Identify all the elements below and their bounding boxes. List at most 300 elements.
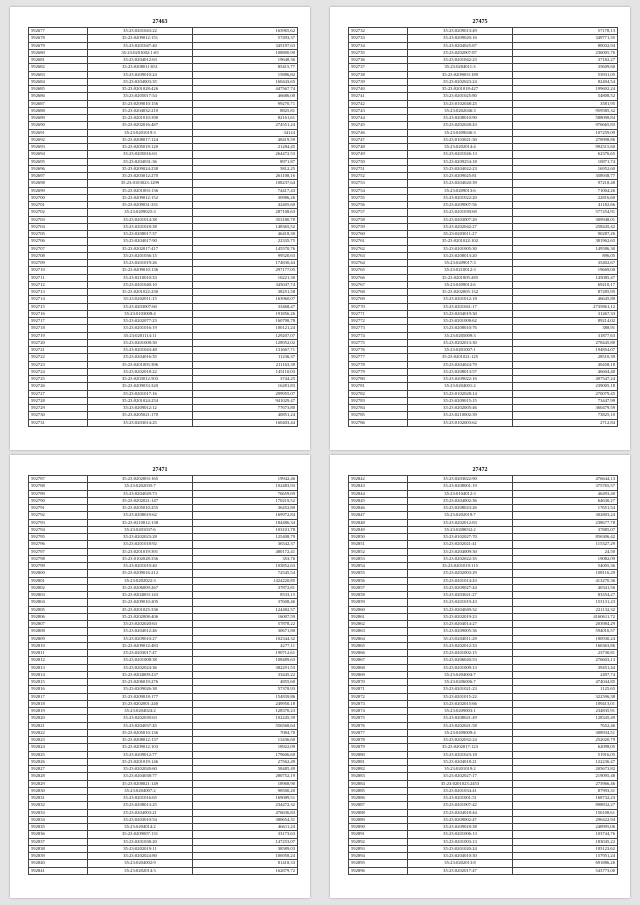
row-number-cell: 592810	[29, 642, 88, 649]
value-cell: 360479,59	[513, 405, 618, 412]
table-row	[349, 809, 618, 816]
table-row	[29, 657, 298, 664]
value-cell: 358938,77	[513, 173, 618, 180]
table-row	[29, 42, 298, 49]
row-number-cell: 592813	[29, 664, 88, 671]
cadastral-number-cell: 35:23:0210002:39	[408, 412, 513, 419]
value-cell: 19648,36	[193, 57, 298, 64]
table-row	[349, 325, 618, 332]
table-row	[29, 642, 298, 649]
row-number-cell: 592716	[29, 310, 88, 317]
table-row	[349, 390, 618, 397]
cadastral-number-cell: 35:23:0209003:1	[408, 708, 513, 715]
cadastral-number-cell: 35:23:0204037:45	[88, 722, 193, 729]
value-cell: 302803,24	[513, 512, 618, 519]
table-row	[349, 824, 618, 831]
value-cell: 102245,39	[193, 715, 298, 722]
row-number-cell: 592754	[349, 187, 408, 194]
row-number-cell: 592789	[29, 490, 88, 497]
table-row	[29, 383, 298, 390]
cadastral-number-cell: 35:23:0201003:13	[408, 838, 513, 845]
row-number-cell: 592856	[349, 577, 408, 584]
cadastral-number-cell: 35:23:0201018:38	[88, 223, 193, 230]
table-row	[29, 708, 298, 715]
row-number-cell: 592871	[349, 686, 408, 693]
row-number-cell: 592739	[349, 78, 408, 85]
row-number-cell: 592797	[29, 548, 88, 555]
row-number-cell: 592692	[29, 136, 88, 143]
value-cell: 219095,48	[513, 773, 618, 780]
cadastral-number-cell: 35:23:0209005:36	[408, 628, 513, 635]
table-row	[29, 773, 298, 780]
cadastral-number-cell: 35:23:0204014:27	[408, 621, 513, 628]
value-cell: 31877,63	[513, 332, 618, 339]
value-cell: 33468,47	[193, 303, 298, 310]
value-cell: 40341,56	[513, 584, 618, 591]
row-number-cell: 592883	[349, 773, 408, 780]
value-cell: 40458,18	[513, 361, 618, 368]
row-number-cell: 592848	[349, 519, 408, 526]
value-cell: 239005,18	[513, 383, 618, 390]
cadastral-number-cell: 35:23:0206009:267	[88, 584, 193, 591]
value-cell: 54005,36	[513, 563, 618, 570]
table-row	[29, 71, 298, 78]
row-number-cell: 592828	[29, 773, 88, 780]
cadastral-number-cell: 35:23:0201022:20	[408, 194, 513, 201]
value-cell: 249950,18	[193, 700, 298, 707]
data-table	[348, 475, 618, 875]
cadastral-number-cell: 35:23:0204022:23	[408, 165, 513, 172]
table-row	[29, 541, 298, 548]
cadastral-number-cell: 35:23:0203021:27	[408, 592, 513, 599]
value-cell: 2735861,12	[513, 303, 618, 310]
cadastral-number-cell: 35:23:0209010:24	[88, 71, 193, 78]
table-row	[349, 310, 618, 317]
table-row	[349, 483, 618, 490]
table-row	[349, 867, 618, 874]
cadastral-number-cell: 35:23:0202011:15	[88, 296, 193, 303]
row-number-cell: 592821	[29, 722, 88, 729]
cadastral-number-cell: 35:23:0208010:76	[408, 325, 513, 332]
value-cell: 73447,99	[513, 397, 618, 404]
value-cell: 941029,47	[193, 397, 298, 404]
value-cell: 37608,46	[193, 599, 298, 606]
table-row	[29, 860, 298, 867]
cadastral-number-cell: 35:23:0204019:30	[408, 310, 513, 317]
table-row	[349, 577, 618, 584]
table-row	[349, 787, 618, 794]
row-number-cell: 592866	[349, 650, 408, 657]
value-cell: 992515,60	[513, 144, 618, 151]
value-cell: 108489,63	[193, 657, 298, 664]
row-number-cell: 592851	[349, 541, 408, 548]
table-row	[29, 664, 298, 671]
row-number-cell: 592867	[349, 657, 408, 664]
cadastral-number-cell: 35:23:0208021:149	[88, 780, 193, 787]
row-number-cell: 592854	[349, 563, 408, 570]
table-row	[29, 347, 298, 354]
table-row	[29, 592, 298, 599]
value-cell: 238677,78	[513, 519, 618, 526]
value-cell: 276603,13	[513, 657, 618, 664]
cadastral-number-cell: 35:23:0201018:427	[408, 86, 513, 93]
row-number-cell: 592702	[29, 209, 88, 216]
table-row	[349, 635, 618, 642]
row-number-cell: 592807	[29, 621, 88, 628]
cadastral-number-cell: 35:23:0202014:4	[408, 144, 513, 151]
cadastral-number-cell: 35:23:0204004:7	[408, 671, 513, 678]
cadastral-number-cell: 35:23:0209007:131	[88, 831, 193, 838]
value-cell: 125408,79	[193, 534, 298, 541]
table-row	[349, 555, 618, 562]
row-number-cell: 592830	[29, 787, 88, 794]
value-cell: 7084,70	[193, 729, 298, 736]
cadastral-number-cell: 35:23:0201023:18	[408, 751, 513, 758]
row-number-cell: 592694	[29, 151, 88, 158]
table-row	[29, 252, 298, 259]
row-number-cell: 592847	[349, 512, 408, 519]
cadastral-number-cell: 35:23:0205009:3	[408, 332, 513, 339]
table-row	[349, 202, 618, 209]
cadastral-number-cell: 35:23:0202027:17	[408, 773, 513, 780]
value-cell: 23730,81	[513, 650, 618, 657]
cadastral-number-cell: 35:23:0202024:36	[88, 664, 193, 671]
value-cell: 38589,03	[193, 845, 298, 852]
value-cell: 19942,46	[193, 476, 298, 483]
row-number-cell: 592822	[29, 729, 88, 736]
cadastral-number-cell: 35:23:0202017:47	[408, 867, 513, 874]
value-cell: 48419,59	[193, 136, 298, 143]
value-cell: 24,50	[513, 548, 618, 555]
value-cell: 16952,60	[513, 165, 618, 172]
row-number-cell: 592718	[29, 325, 88, 332]
value-cell: 194854,07	[513, 347, 618, 354]
row-number-cell: 592706	[29, 238, 88, 245]
row-number-cell: 592765	[349, 267, 408, 274]
value-cell: 157951,24	[513, 853, 618, 860]
table-row	[29, 483, 298, 490]
row-number-cell: 592759	[349, 223, 408, 230]
row-number-cell: 592775	[349, 339, 408, 346]
table-row	[349, 686, 618, 693]
cadastral-number-cell: 35:23:0210010:33	[88, 274, 193, 281]
row-number-cell: 592868	[349, 664, 408, 671]
row-number-cell: 592800	[29, 570, 88, 577]
value-cell: 51916,05	[513, 751, 618, 758]
table-row	[349, 476, 618, 483]
value-cell: 976665,83	[513, 122, 618, 129]
value-cell: 588098,84	[513, 115, 618, 122]
table-row	[349, 361, 618, 368]
cadastral-number-cell: 35:23:0102028:14	[408, 390, 513, 397]
table-row	[349, 187, 618, 194]
cadastral-number-cell: 35:23:0103008:4	[88, 310, 193, 317]
value-cell: 128345,49	[513, 715, 618, 722]
cadastral-number-cell: 35:23:0208013:20	[408, 252, 513, 259]
row-number-cell: 592729	[29, 405, 88, 412]
data-table	[28, 475, 298, 875]
cadastral-number-cell: 35:23:0204009:30	[408, 548, 513, 555]
value-cell: 39451,44	[513, 664, 618, 671]
value-cell: 4160611,72	[513, 613, 618, 620]
row-number-cell: 592762	[349, 245, 408, 252]
value-cell: 97218,48	[513, 180, 618, 187]
row-number-cell: 592836	[29, 831, 88, 838]
table-row	[29, 570, 298, 577]
table-row	[349, 497, 618, 504]
row-number-cell: 592711	[29, 274, 88, 281]
table-row	[29, 289, 298, 296]
value-cell: 16281,83	[193, 383, 298, 390]
value-cell: 57178,13	[513, 28, 618, 35]
row-number-cell: 592858	[349, 592, 408, 599]
cadastral-number-cell: 35:23:0103021:30	[408, 136, 513, 143]
cadastral-number-cell: 35:23:0202023:24	[408, 78, 513, 85]
cadastral-number-cell: 35:23:0205017:54	[88, 93, 193, 100]
cadastral-number-cell: 35:23:0203007:20	[408, 216, 513, 223]
table-row	[349, 795, 618, 802]
table-row	[349, 260, 618, 267]
table-row	[29, 238, 298, 245]
table-row	[349, 93, 618, 100]
cadastral-number-cell: 35:23:0206019:276	[88, 679, 193, 686]
value-cell: 82161,61	[193, 115, 298, 122]
table-row	[29, 35, 298, 42]
row-number-cell: 592877	[349, 729, 408, 736]
table-row	[349, 35, 618, 42]
value-cell: 103744,76	[513, 831, 618, 838]
value-cell: 129207,07	[193, 332, 298, 339]
cadastral-number-cell: 35:23:0202003:165	[88, 476, 193, 483]
row-number-cell: 592709	[29, 260, 88, 267]
value-cell: 594016,57	[513, 628, 618, 635]
row-number-cell: 592731	[29, 419, 88, 426]
table-row	[349, 584, 618, 591]
row-number-cell: 592727	[29, 390, 88, 397]
cadastral-number-cell: 35:23:0201014:43	[408, 577, 513, 584]
value-cell: 72545,54	[193, 570, 298, 577]
table-row	[349, 281, 618, 288]
value-cell: 184486,34	[193, 519, 298, 526]
row-number-cell: 592695	[29, 158, 88, 165]
table-body	[29, 476, 298, 875]
value-cell: 38251,58	[193, 289, 298, 296]
table-row	[29, 354, 298, 361]
row-number-cell: 592780	[349, 376, 408, 383]
row-number-cell: 592690	[29, 122, 88, 129]
cadastral-number-cell: 35:23:0201018:92	[88, 541, 193, 548]
value-cell: 381962,65	[513, 238, 618, 245]
table-row	[29, 534, 298, 541]
cadastral-number-cell: 35:23:0209025:81	[408, 173, 513, 180]
cadastral-number-cell: 35:23:0208012:137	[88, 737, 193, 744]
row-number-cell: 592732	[349, 28, 408, 35]
value-cell: 211163,39	[193, 361, 298, 368]
value-cell: 54808,52	[513, 93, 618, 100]
value-cell: 108116,29	[513, 570, 618, 577]
cadastral-number-cell: 35:23:0204025:87	[408, 42, 513, 49]
row-number-cell: 592724	[29, 368, 88, 375]
row-number-cell: 592869	[349, 671, 408, 678]
cadastral-number-cell: 35:23:0201010:390	[88, 115, 193, 122]
row-number-cell: 592853	[349, 555, 408, 562]
row-number-cell: 592753	[349, 180, 408, 187]
cadastral-number-cell: 35:23:0209018:177	[88, 693, 193, 700]
value-cell: 476636,83	[193, 809, 298, 816]
row-number-cell: 592805	[29, 606, 88, 613]
row-number-cell: 592734	[349, 42, 408, 49]
value-cell: 297177,05	[193, 267, 298, 274]
cadastral-number-cell: 35:23:0204011:3	[408, 64, 513, 71]
value-cell: 99520,63	[193, 252, 298, 259]
cadastral-number-cell: 35:23:0201008:38	[88, 657, 193, 664]
value-cell: 33445,22	[193, 671, 298, 678]
table-row	[349, 144, 618, 151]
row-number-cell: 592740	[349, 86, 408, 93]
value-cell: 203984,29	[513, 621, 618, 628]
table-row	[349, 223, 618, 230]
cadastral-number-cell: 35:23:0102003:62	[408, 419, 513, 426]
page-title: 27472	[472, 467, 488, 473]
table-row	[349, 129, 618, 136]
row-number-cell: 592814	[29, 671, 88, 678]
row-number-cell: 592766	[349, 274, 408, 281]
cadastral-number-cell: 35:23:0204012:63	[88, 57, 193, 64]
row-number-cell: 592779	[349, 368, 408, 375]
row-number-cell: 592698	[29, 180, 88, 187]
value-cell: 154839,86	[193, 693, 298, 700]
value-cell: 163965,62	[193, 28, 298, 35]
value-cell: 447567,74	[193, 86, 298, 93]
row-number-cell: 592793	[29, 519, 88, 526]
value-cell: 103852,63	[193, 563, 298, 570]
cadastral-number-cell: 35:23:0202017:417	[88, 245, 193, 252]
cadastral-number-cell: 35:23:0102028:336	[88, 555, 193, 562]
value-cell: 896,05	[513, 252, 618, 259]
row-number-cell: 592689	[29, 115, 88, 122]
cadastral-number-cell: 35:23:0201001:51	[408, 795, 513, 802]
table-row	[29, 838, 298, 845]
row-number-cell: 592865	[349, 642, 408, 649]
table-row	[29, 577, 298, 584]
table-row	[349, 296, 618, 303]
table-row	[349, 383, 618, 390]
table-row	[29, 419, 298, 426]
table-row	[349, 642, 618, 649]
row-number-cell: 592878	[349, 737, 408, 744]
cadastral-number-cell: 35:23:0204029:73	[88, 490, 193, 497]
row-number-cell: 592833	[29, 809, 88, 816]
value-cell: 270079,45	[513, 390, 618, 397]
cadastral-number-cell: 35:23:0202019:11	[88, 845, 193, 852]
cadastral-number-cell: 35:23:0209012:103	[88, 744, 193, 751]
row-number-cell: 592808	[29, 628, 88, 635]
row-number-cell: 592691	[29, 129, 88, 136]
value-cell: 57878,22	[193, 621, 298, 628]
table-row	[349, 100, 618, 107]
row-number-cell: 592889	[349, 816, 408, 823]
cadastral-number-cell: 35:23:0209024:238	[88, 165, 193, 172]
cadastral-number-cell: 35:23:0209012:12	[88, 405, 193, 412]
value-cell: 8533,15	[193, 592, 298, 599]
row-number-cell: 592840	[29, 860, 88, 867]
row-number-cell: 592703	[29, 216, 88, 223]
value-cell: 19669,00	[513, 267, 618, 274]
table-row	[349, 592, 618, 599]
row-number-cell: 592880	[349, 751, 408, 758]
row-number-cell: 592823	[29, 737, 88, 744]
table-row	[29, 281, 298, 288]
row-number-cell: 592757	[349, 209, 408, 216]
table-row	[29, 722, 298, 729]
cadastral-number-cell: 35:23:0204020:39	[408, 180, 513, 187]
table-body	[349, 476, 618, 875]
cadastral-number-cell: 35:23:0209012:151	[88, 35, 193, 42]
row-number-cell: 592700	[29, 194, 88, 201]
cadastral-number-cell: 35:23:0103023:1299	[88, 180, 193, 187]
row-number-cell: 592748	[349, 144, 408, 151]
table-row	[29, 824, 298, 831]
value-cell: 205673,82	[513, 766, 618, 773]
row-number-cell: 592895	[349, 860, 408, 867]
cadastral-number-cell: 35:23:0201019:391	[88, 548, 193, 555]
table-row	[29, 274, 298, 281]
table-row	[29, 650, 298, 657]
row-number-cell: 592824	[29, 744, 88, 751]
table-row	[29, 715, 298, 722]
cadastral-number-cell: 35:23:0201009:13	[408, 664, 513, 671]
value-cell: 180930,24	[513, 635, 618, 642]
value-cell: 2712,84	[513, 419, 618, 426]
cadastral-number-cell: 35:23:0202021:147	[88, 497, 193, 504]
table-row	[29, 853, 298, 860]
value-cell: 248995,06	[513, 824, 618, 831]
cadastral-number-cell: 35:23:0201043:22	[88, 28, 193, 35]
cadastral-number-cell: 35:23:0209010:27	[88, 635, 193, 642]
cadastral-number-cell: 35:23:0209013:49	[408, 28, 513, 35]
cadastral-number-cell: 35:23:0201019:3	[88, 129, 193, 136]
value-cell: 33173,63	[193, 831, 298, 838]
row-number-cell: 592746	[349, 129, 408, 136]
value-cell: 36542,37	[193, 541, 298, 548]
cadastral-number-cell: 35:23:0209017:3	[408, 260, 513, 267]
value-cell: 31267,33	[513, 310, 618, 317]
value-cell: 122236,47	[513, 758, 618, 765]
row-number-cell: 592726	[29, 383, 88, 390]
cadastral-number-cell: 35:23:0208017:37	[88, 231, 193, 238]
cadastral-number-cell: 35:23:0209007:56	[408, 202, 513, 209]
value-cell: 145570,76	[193, 245, 298, 252]
table-row	[349, 599, 618, 606]
table-row	[349, 332, 618, 339]
row-number-cell: 592863	[349, 628, 408, 635]
cadastral-number-cell: 35:23:0201008:62	[408, 318, 513, 325]
row-number-cell: 592778	[349, 361, 408, 368]
cadastral-number-cell: 35:23:0201114:11	[88, 332, 193, 339]
cadastral-number-cell: 35:23:0201019:146	[88, 758, 193, 765]
value-cell: 27562,49	[193, 758, 298, 765]
value-cell: 278998,86	[513, 136, 618, 143]
table-row	[349, 628, 618, 635]
cadastral-number-cell: 35:23:0202024:80	[88, 853, 193, 860]
value-cell: 3744,25	[193, 376, 298, 383]
table-row	[29, 845, 298, 852]
value-cell: 89214,02	[513, 318, 618, 325]
cadastral-number-cell: 35:23:0209010:136	[88, 267, 193, 274]
value-cell: 107259,09	[513, 129, 618, 136]
cadastral-number-cell: 35:23:0104012:3	[408, 490, 513, 497]
value-cell: 382291,53	[193, 664, 298, 671]
